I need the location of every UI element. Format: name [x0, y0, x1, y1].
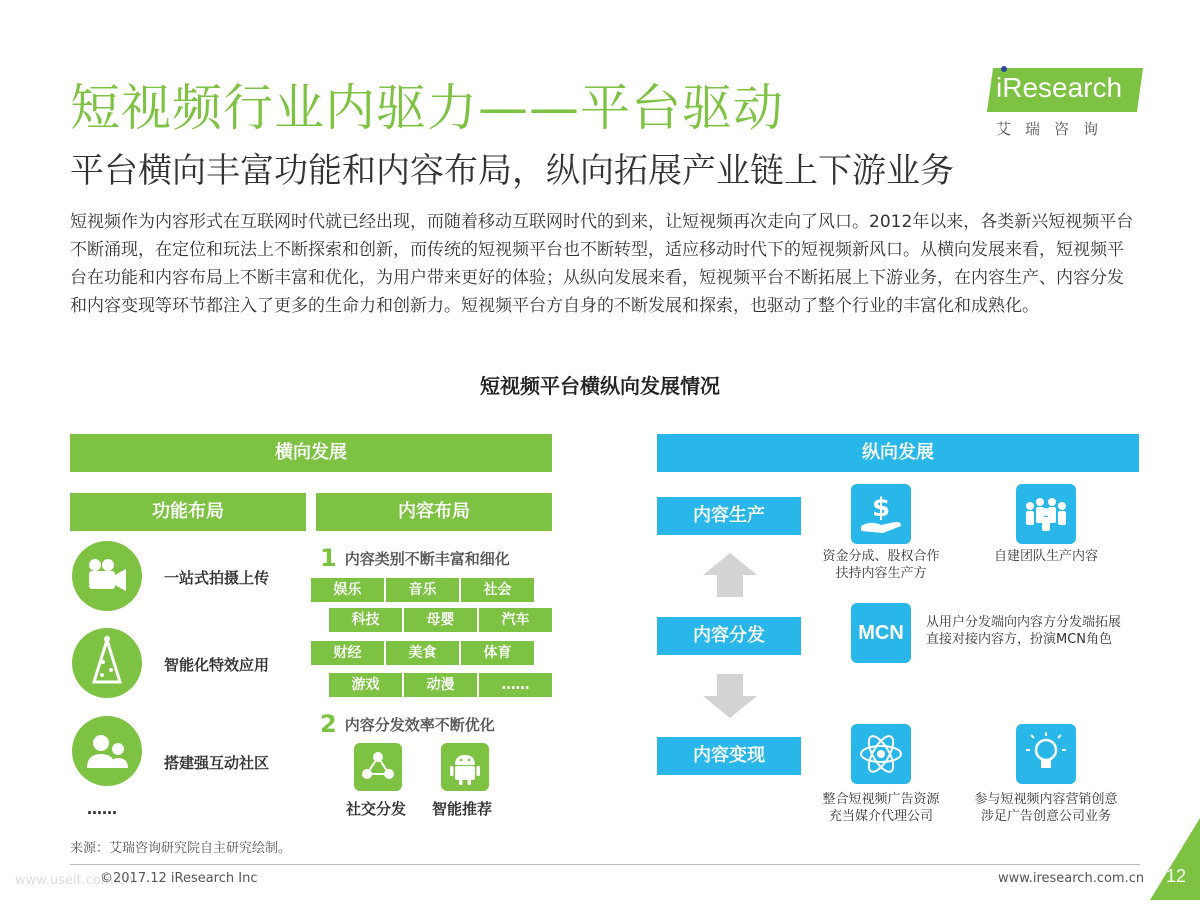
source-note: 来源：艾瑞咨询研究院自主研究绘制。: [70, 841, 292, 856]
content-tag: 社会: [461, 578, 534, 602]
content-tag: 科技: [329, 608, 402, 632]
distribution-label-recommend: 智能推荐: [432, 800, 493, 818]
content-tag: ……: [479, 673, 552, 697]
monetization-label-1-line1: 整合短视频广告资源: [822, 792, 940, 807]
mcn-line-2: 直接对接内容方，扮演MCN角色: [926, 632, 1113, 647]
stage-distribution: 内容分发: [657, 617, 801, 655]
party-hat-icon: [72, 628, 142, 698]
production-label-1-line1: 资金分成、股权合作: [822, 549, 940, 564]
logo-chinese: 艾瑞咨询: [996, 120, 1113, 138]
point-1: [320, 544, 510, 572]
page-number: 12: [1166, 866, 1187, 886]
function-header: 功能布局: [70, 493, 306, 531]
website-link[interactable]: www.iresearch.com.cn: [998, 871, 1145, 886]
content-tag: 游戏: [329, 673, 402, 697]
point-2-number: 2: [320, 710, 337, 738]
monetization-label-2-line2: 涉足广告创意公司业务: [980, 809, 1111, 824]
point-1-text: 内容类别不断丰富和细化: [344, 550, 510, 568]
stage-production: 内容生产: [657, 497, 801, 535]
mcn-line-1: 从用户分发端向内容方分发端拓展: [926, 615, 1122, 630]
content-tag: 音乐: [386, 578, 459, 602]
feature-label-shoot-upload: 一站式拍摄上传: [164, 569, 270, 587]
arrow-up-icon: [703, 553, 757, 601]
point-2-text: 内容分发效率不断优化: [344, 716, 495, 734]
community-icon: [72, 716, 142, 786]
watermark: www.useit.com.cn: [15, 873, 133, 888]
page-title: 短视频行业内驱力——平台驱动: [70, 79, 784, 137]
content-tag: 动漫: [404, 673, 477, 697]
team-icon: [1016, 484, 1076, 544]
distribution-label-social: 社交分发: [346, 800, 407, 818]
logo-text: iResearch: [996, 72, 1123, 103]
content-tag: 美食: [386, 641, 459, 665]
page-corner: [1150, 818, 1200, 904]
horizontal-header: 横向发展: [70, 434, 552, 472]
feature-label-community: 搭建强互动社区: [164, 754, 270, 772]
content-tag: 娱乐: [311, 578, 384, 602]
copyright: ©2017.12 iResearch Inc: [100, 871, 258, 886]
content-tag: 母婴: [404, 608, 477, 632]
arrow-down-icon: [703, 674, 757, 722]
features-more: ……: [87, 800, 117, 818]
content-header: 内容布局: [316, 493, 552, 531]
production-label-1-line2: 扶持内容生产方: [835, 566, 927, 581]
iresearch-logo: [990, 62, 1142, 142]
mcn-icon: MCN: [851, 603, 911, 663]
video-camera-icon: [72, 541, 142, 611]
point-1-number: 1: [320, 544, 337, 572]
social-share-icon: [354, 743, 402, 791]
feature-label-effects: 智能化特效应用: [164, 656, 270, 674]
section-title: 短视频平台横纵向发展情况: [480, 374, 720, 398]
svg-text:$: $: [871, 493, 891, 523]
money-hand-icon: [851, 484, 911, 544]
content-tag: 财经: [311, 641, 384, 665]
vertical-header: 纵向发展: [657, 434, 1139, 472]
monetization-label-2-line1: 参与短视频内容营销创意: [974, 792, 1118, 807]
stage-monetization: 内容变现: [657, 737, 801, 775]
point-2: [320, 710, 495, 738]
page-subtitle: 平台横向丰富功能和内容布局，纵向拓展产业链上下游业务: [70, 151, 954, 191]
android-icon: [441, 743, 489, 791]
network-globe-icon: [851, 724, 911, 784]
monetization-label-1-line2: 充当媒介代理公司: [828, 809, 933, 824]
production-label-2-line1: 自建团队生产内容: [993, 549, 1098, 564]
production-label-2: [976, 548, 1116, 565]
lightbulb-icon: [1016, 724, 1076, 784]
mcn-description: [926, 614, 1121, 648]
production-label-1: [801, 548, 961, 582]
content-tag: 汽车: [479, 608, 552, 632]
monetization-label-2: [961, 791, 1131, 825]
intro-paragraph: 短视频作为内容形式在互联网时代就已经出现，而随着移动互联网时代的到来，让短视频再次走向了风口。2012年以来，各类新兴短视频平台不断涌现，在定位和玩法上不断探索和创新，而传统的短视频平台也不断转型，适应移动时代下的短视频新风口。从横向发展来看，短视频平台在功能和内容布局上不断丰富和优化，为用户带来更好的体验；从纵向发展来看，短视频平台不断拓展上下游业务，在内容生产、内容分发和内容变现等环节都注入了更多的生命力和创新力。短视频平台方自身的不断发展和探索，也驱动了整个行业的丰富化和成熟化。: [70, 212, 1134, 316]
content-tag: 体育: [461, 641, 534, 665]
footer-divider: [70, 864, 1140, 865]
monetization-label-1: [801, 791, 961, 825]
